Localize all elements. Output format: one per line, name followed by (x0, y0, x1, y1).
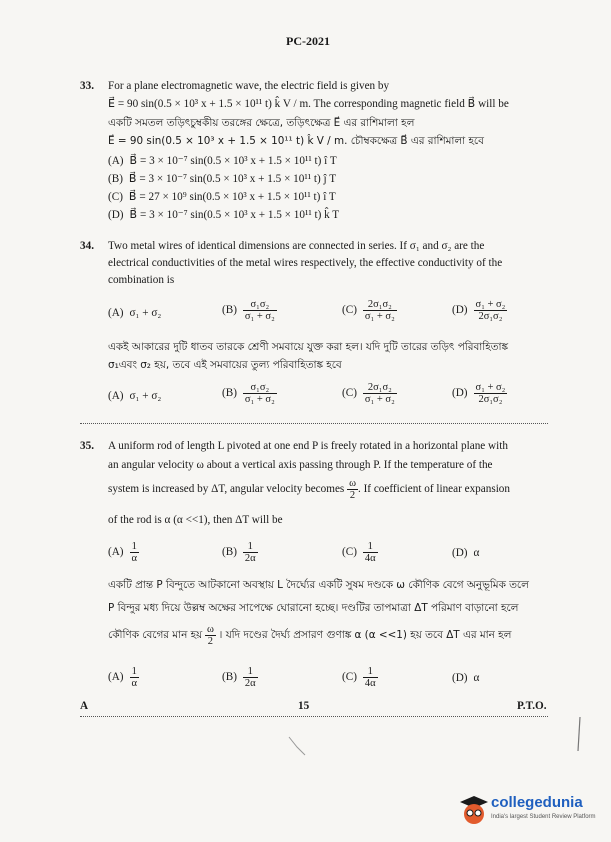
brand-name: collegedunia (491, 794, 583, 811)
brand-tagline: India's largest Student Review Platform (491, 814, 596, 820)
fraction (363, 541, 378, 564)
footer-pto: P.T.O. (517, 700, 547, 712)
option-c-bn[interactable] (342, 666, 378, 689)
stem-part: system is increased by ΔT, angular velocity becomes (108, 483, 345, 496)
fraction (363, 666, 378, 689)
numerator: 1 (243, 541, 258, 553)
option-label: (D) (452, 672, 468, 684)
question-stem-en-line-1: A uniform rod of length L pivoted at one end P is freely rotated in a horizontal plane with (108, 440, 508, 452)
question-stem-en: For a plane electromagnetic wave, the electric field is given by (108, 80, 390, 92)
numerator: ω (206, 624, 214, 635)
question-stem-en-line-3: combination is (108, 274, 175, 286)
question-stem-bn-line-2: P বিন্দুর মধ্য দিয়ে উল্লম্ব অক্ষের সাপেক্ষে ঘোরানো হচ্ছে। দণ্ডটির তাপমাত্রা ΔT পরিমাণ বাড়ানো হলে (108, 602, 519, 614)
option-label: (A) (108, 390, 124, 402)
question-stem-bn-line-1: একটি প্রান্ত P বিন্দুতে আটকানো অবস্থায় L দৈর্ঘ্যের একটি সুষম দণ্ডকে ω কৌণিক বেগে অনুভূমিক তলে (108, 579, 529, 591)
numerator: 1 (130, 666, 140, 678)
option-a[interactable] (108, 307, 161, 319)
question-stem-en-line-1: Two metal wires of identical dimensions are connected in series. If σ₁ and σ₂ are the (108, 240, 485, 252)
option-label: (A) (108, 307, 124, 319)
footer-page-number: 15 (298, 700, 310, 712)
option-b[interactable] (222, 541, 258, 564)
fraction (243, 299, 277, 322)
numerator: 2σ₁σ₂ (363, 299, 397, 311)
section-divider (80, 423, 548, 424)
denominator: 2σ₁σ₂ (478, 394, 503, 406)
option-b[interactable] (108, 172, 336, 185)
option-label: (A) (108, 671, 124, 684)
option-a[interactable] (108, 154, 337, 167)
option-c-bn[interactable] (342, 382, 397, 405)
stem-part: . If coefficient of linear expansion (357, 483, 510, 496)
question-stem-en-line-3 (108, 478, 510, 501)
option-a-bn[interactable] (108, 390, 161, 402)
option-text: α (473, 672, 480, 684)
option-text: B⃗ = 27 × 10⁹ sin(0.5 × 10³ x + 1.5 × 10¹¹ t) î T (128, 191, 336, 203)
stem-part: কৌণিক বেগের মান হয় (108, 629, 203, 642)
pen-mark (574, 715, 586, 755)
denominator: 2α (244, 553, 256, 565)
numerator: σ₁σ₂ (243, 382, 277, 394)
denominator: σ₁ + σ₂ (244, 311, 275, 323)
numerator: 1 (243, 666, 258, 678)
denominator: σ₁ + σ₂ (244, 394, 275, 406)
option-d-bn[interactable] (452, 382, 507, 405)
numerator: 2σ₁σ₂ (363, 382, 397, 394)
page-header: PC-2021 (286, 34, 330, 48)
question-stem-bn: একটি সমতল তড়িৎচুম্বকীয় তরঙ্গের ক্ষেত্রে, তড়িৎক্ষেত্র E⃗ এর রাশিমালা হল (108, 117, 415, 129)
option-d-bn[interactable] (452, 672, 479, 684)
fraction (243, 382, 277, 405)
option-text: B⃗ = 3 × 10⁻⁷ sin(0.5 × 10³ x + 1.5 × 10¹¹ t) k̂ T (129, 209, 340, 221)
option-label: (D) (452, 304, 468, 317)
option-label: (B) (222, 387, 237, 400)
question-number: 35. (80, 440, 94, 452)
option-label: (A) (108, 155, 124, 167)
footer-set-code: A (80, 700, 89, 712)
mascot-icon (459, 794, 489, 828)
numerator: σ₁ + σ₂ (475, 382, 506, 393)
option-d[interactable] (452, 547, 479, 559)
denominator: α (131, 678, 138, 690)
numerator: σ₁ + σ₂ (475, 299, 506, 310)
option-a-bn[interactable] (108, 666, 139, 689)
option-d[interactable] (452, 299, 507, 322)
option-text: σ₁ + σ₂ (129, 307, 162, 319)
fraction (474, 299, 508, 322)
fraction (130, 666, 140, 689)
option-b-bn[interactable] (222, 666, 258, 689)
question-stem-en-line-2: electrical conductivities of the metal wires respectively, the effective conductivity of the (108, 257, 503, 269)
question-equation-en: E⃗ = 90 sin(0.5 × 10³ x + 1.5 × 10¹¹ t) k̂ V / m. The corresponding magnetic field B⃗ will be (108, 98, 509, 110)
question-equation-bn: E⃗ = 90 sin(0.5 × 10³ x + 1.5 × 10¹¹ t) k̂ V / m. চৌম্বকক্ষেত্র B⃗ এর রাশিমালা হবে (108, 135, 484, 147)
option-b[interactable] (222, 299, 277, 322)
option-label: (A) (108, 546, 124, 559)
denominator: α (131, 553, 138, 565)
numerator: ω (349, 478, 356, 489)
pen-mark (285, 733, 315, 763)
option-label: (B) (108, 173, 123, 185)
option-c[interactable] (108, 190, 336, 203)
option-text: σ₁ + σ₂ (129, 390, 162, 402)
numerator: 1 (363, 541, 378, 553)
denominator: 2 (349, 490, 356, 502)
fraction (347, 478, 358, 501)
denominator: 4α (364, 678, 376, 690)
option-text: B⃗ = 3 × 10⁻⁷ sin(0.5 × 10³ x + 1.5 × 10¹¹ t) ĵ T (128, 173, 337, 185)
question-stem-en-line-2: an angular velocity ω about a vertical axis passing through P. If the temperature of the (108, 459, 493, 471)
fraction (205, 624, 216, 647)
denominator: 2α (244, 678, 256, 690)
option-label: (B) (222, 546, 237, 559)
option-c[interactable] (342, 299, 397, 322)
option-label: (B) (222, 304, 237, 317)
option-text: B⃗ = 3 × 10⁻⁷ sin(0.5 × 10³ x + 1.5 × 10¹¹ t) î T (129, 155, 337, 167)
option-a[interactable] (108, 541, 139, 564)
denominator: 2 (207, 636, 214, 648)
denominator: σ₁ + σ₂ (364, 394, 395, 406)
fraction (363, 382, 397, 405)
footer-divider (80, 716, 548, 717)
stem-part: । যদি দণ্ডের দৈর্ঘ্য প্রসারণ গুণাঙ্ক α (α <<1) হয় তবে ΔT এর মান হল (218, 629, 512, 642)
question-stem-bn-line-1: একই আকারের দুটি ধাতব তারকে শ্রেণী সমবায়ে যুক্ত করা হল। যদি দুটি তারের তড়িৎ পরিবাহিতাঙ্ক (108, 341, 508, 353)
fraction (243, 541, 258, 564)
fraction (130, 541, 140, 564)
option-label: (D) (452, 387, 468, 400)
option-label: (B) (222, 671, 237, 684)
denominator: σ₁ + σ₂ (364, 311, 395, 323)
option-label: (C) (342, 387, 357, 400)
fraction (474, 382, 508, 405)
denominator: 4α (364, 553, 376, 565)
option-label: (C) (342, 546, 357, 559)
option-label: (C) (108, 191, 123, 203)
question-stem-en-line-4: of the rod is α (α <<1), then ΔT will be (108, 514, 283, 526)
numerator: σ₁σ₂ (243, 299, 277, 311)
denominator: 2σ₁σ₂ (478, 311, 503, 323)
fraction (363, 299, 397, 322)
numerator: 1 (130, 541, 140, 553)
option-label: (C) (342, 304, 357, 317)
fraction (243, 666, 258, 689)
question-number: 33. (80, 80, 94, 92)
question-stem-bn-line-2: σ₁এবং σ₂ হয়, তবে এই সমবায়ের তুল্য পরিবাহিতাঙ্ক হবে (108, 359, 342, 371)
option-label: (C) (342, 671, 357, 684)
numerator: 1 (363, 666, 378, 678)
option-d[interactable] (108, 208, 339, 221)
question-stem-bn-line-3 (108, 624, 511, 647)
option-b-bn[interactable] (222, 382, 277, 405)
option-c[interactable] (342, 541, 378, 564)
option-label: (D) (452, 547, 468, 559)
question-number: 34. (80, 240, 94, 252)
collegedunia-logo (459, 792, 599, 830)
option-label: (D) (108, 209, 124, 221)
option-text: α (473, 547, 480, 559)
